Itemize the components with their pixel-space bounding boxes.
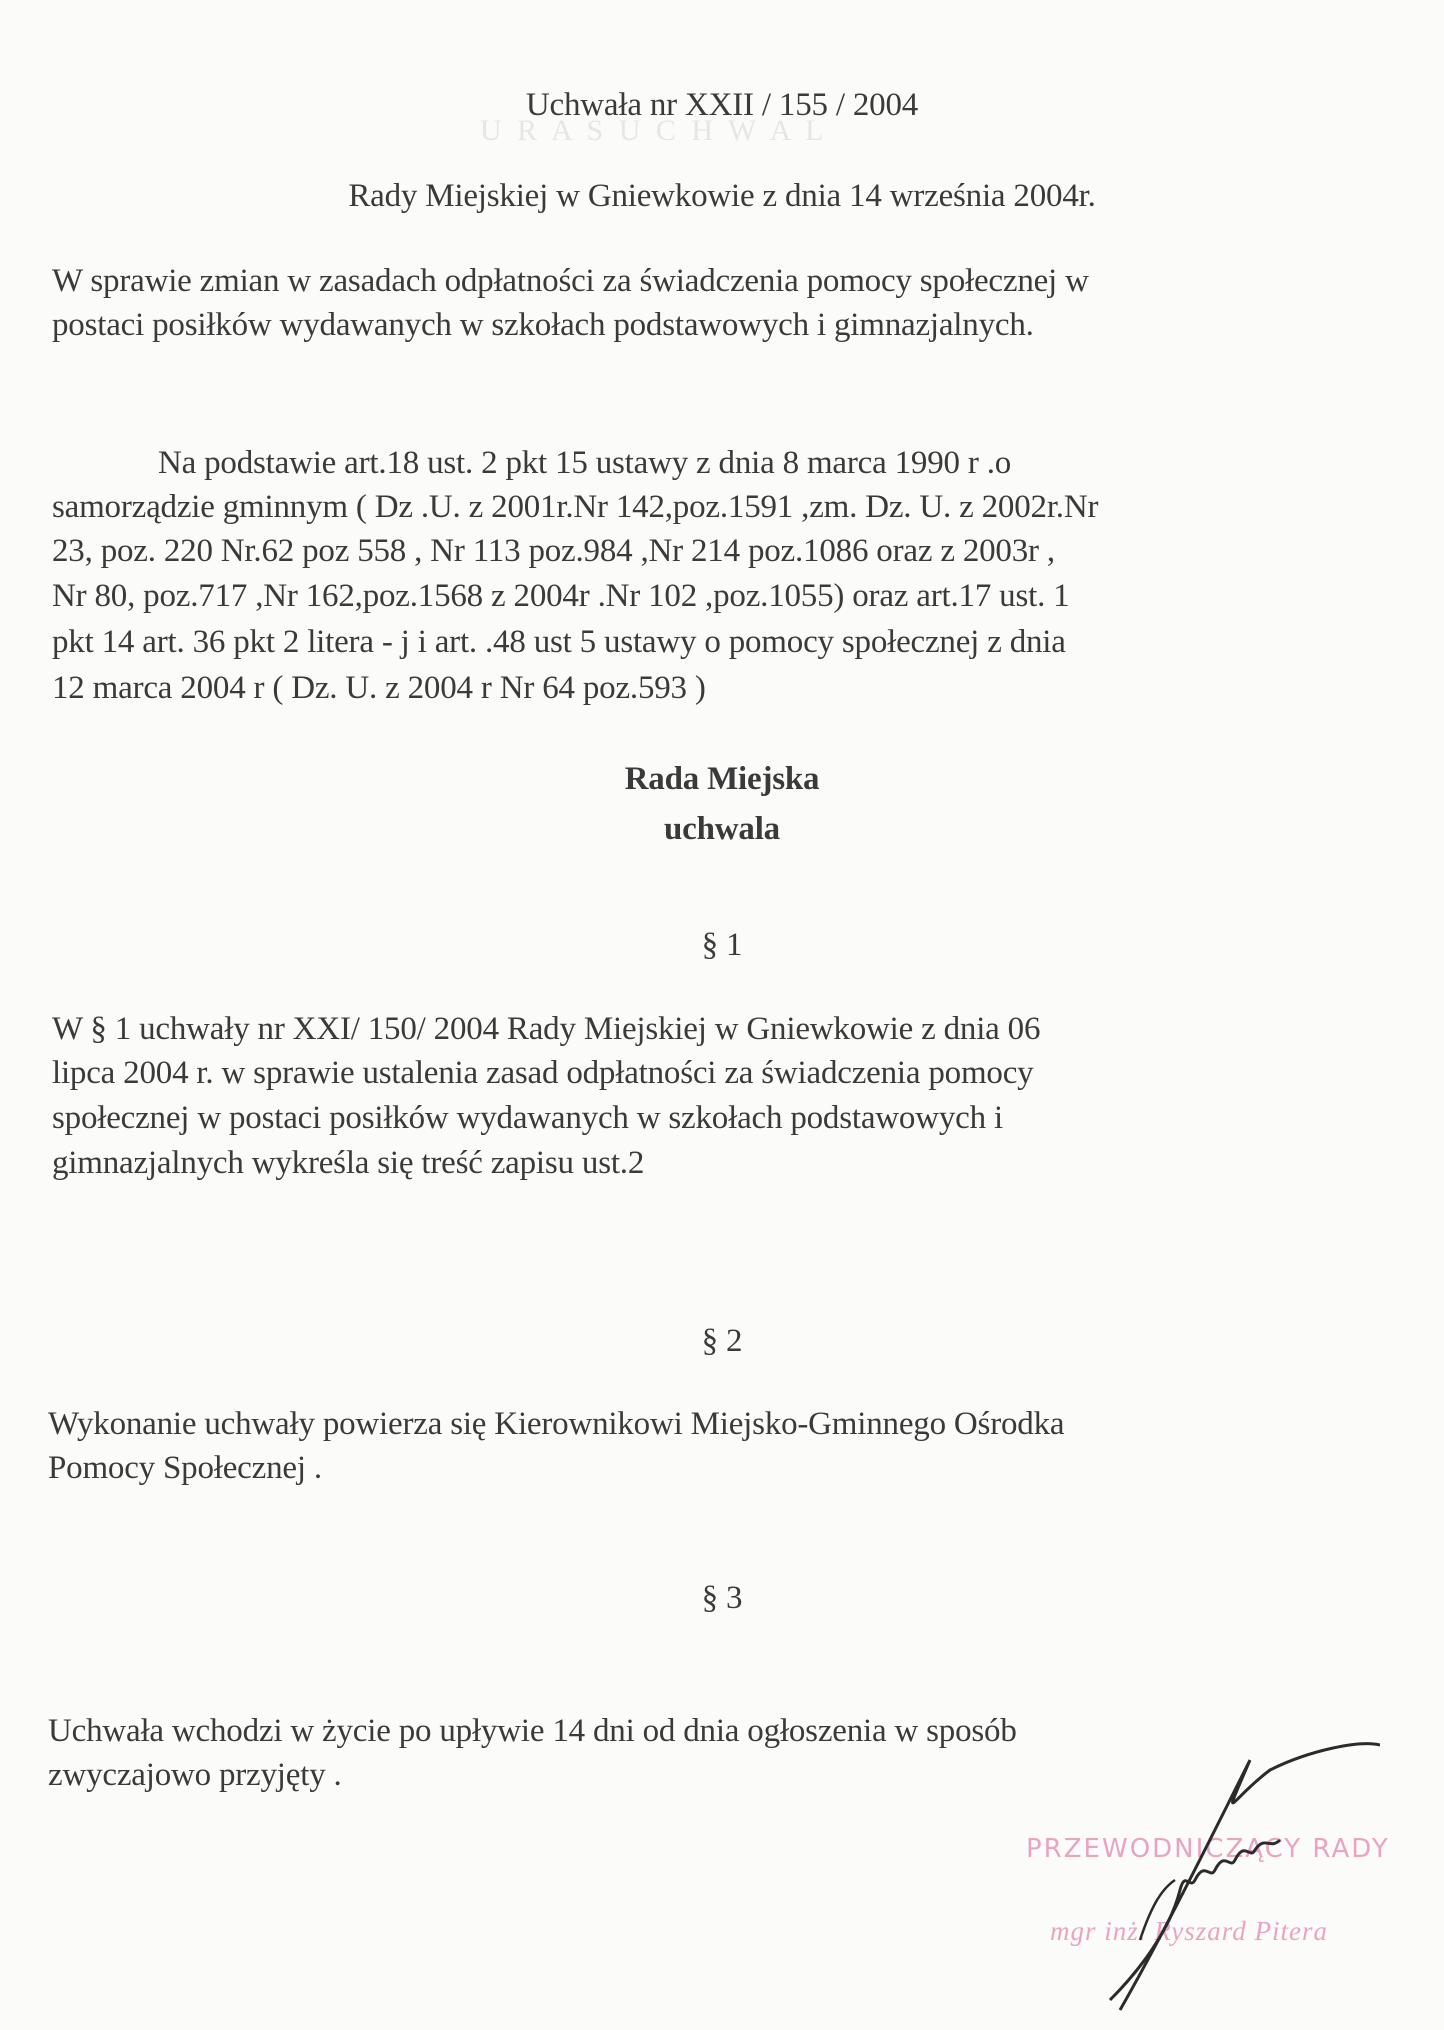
section-1-line-1: W § 1 uchwały nr XXI/ 150/ 2004 Rady Miejskiej w Gniewkowie z dnia 06 [52, 1011, 1041, 1047]
legal-basis-line-1: Na podstawie art.18 ust. 2 pkt 15 ustawy z dnia 8 marca 1990 r .o [158, 445, 1012, 481]
legal-basis-line-4: Nr 80, poz.717 ,Nr 162,poz.1568 z 2004r .Nr 102 ,poz.1055) oraz art.17 ust. 1 [52, 578, 1070, 614]
legal-basis-line-6: 12 marca 2004 r ( Dz. U. z 2004 r Nr 64 poz.593 ) [52, 670, 706, 706]
section-3-line-1: Uchwała wchodzi w życie po upływie 14 dni od dnia ogłoszenia w sposób [48, 1713, 1017, 1749]
show-through-text: U R A S U C H W A L [480, 114, 828, 147]
section-2-line-2: Pomocy Społecznej . [48, 1450, 322, 1486]
subject-line-1: W sprawie zmian w zasadach odpłatności za świadczenia pomocy społecznej w [52, 263, 1089, 299]
stamp-name: mgr inż. Ryszard Pitera [1050, 1916, 1329, 1946]
stamp-title: PRZEWODNICZĄCY RADY [1026, 1834, 1390, 1864]
handwritten-signature [1080, 1740, 1380, 2030]
resolution-title: Uchwała nr XXII / 155 / 2004 [525, 87, 919, 123]
legal-basis-line-2: samorządzie gminnym ( Dz .U. z 2001r.Nr 142,poz.1591 ,zm. Dz. U. z 2002r.Nr [52, 489, 1099, 525]
legal-basis-line-3: 23, poz. 220 Nr.62 poz 558 , Nr 113 poz.984 ,Nr 214 poz.1086 oraz z 2003r , [52, 533, 1055, 569]
subject-line-2: postaci posiłków wydawanych w szkołach podstawowych i gimnazjalnych. [52, 307, 1034, 343]
resolution-subtitle: Rady Miejskiej w Gniewkowie z dnia 14 września 2004r. [348, 178, 1096, 214]
legal-basis-line-5: pkt 14 art. 36 pkt 2 litera - j i art. .48 ust 5 ustawy o pomocy społecznej z dnia [52, 624, 1066, 660]
resolves-heading-2: uchwala [664, 811, 780, 847]
section-1-heading: § 1 [701, 927, 743, 963]
section-1-line-3: społecznej w postaci posiłków wydawanych w szkołach podstawowych i [52, 1100, 1003, 1136]
section-2-heading: § 2 [701, 1323, 743, 1359]
section-3-heading: § 3 [701, 1580, 743, 1616]
resolves-heading-1: Rada Miejska [624, 761, 820, 797]
section-2-line-1: Wykonanie uchwały powierza się Kierownikowi Miejsko-Gminnego Ośrodka [48, 1406, 1065, 1442]
section-1-line-2: lipca 2004 r. w sprawie ustalenia zasad odpłatności za świadczenia pomocy [52, 1055, 1034, 1091]
section-1-line-4: gimnazjalnych wykreśla się treść zapisu ust.2 [52, 1145, 645, 1181]
section-3-line-2: zwyczajowo przyjęty . [48, 1757, 342, 1793]
